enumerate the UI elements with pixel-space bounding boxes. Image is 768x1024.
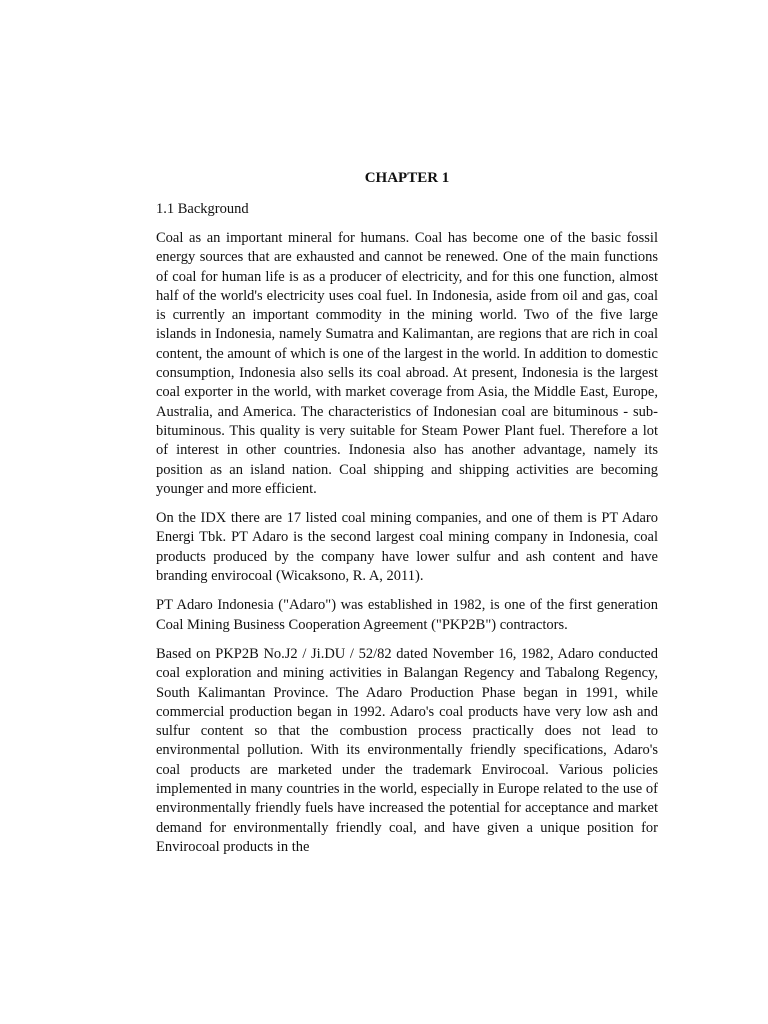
- paragraph-4: Based on PKP2B No.J2 / Ji.DU / 52/82 dated November 16, 1982, Adaro conducted coal exploration and mining activities in Balangan Regency and Tabalong Regency, South Kalimantan Province. The Adaro Production Phase began in 1991, while commercial production began in 1992. Adaro's coal products have very low ash and sulfur content so that the combustion process practically does not lead to environmental pollution. With its environmentally friendly specifications, Adaro's coal products are marketed under the trademark Envirocoal. Various policies implemented in many countries in the world, especially in Europe related to the use of environmentally friendly fuels have increased the potential for acceptance and market demand for environmentally friendly coal, and have given a unique position for Envirocoal products in the: [156, 645, 658, 855]
- page-content: [156, 168, 658, 867]
- section-heading: 1.1 Background: [156, 201, 249, 217]
- paragraph-3: PT Adaro Indonesia ("Adaro") was established in 1982, is one of the first generation Coal Mining Business Cooperation Agreement ("PKP2B") contractors.: [156, 597, 658, 633]
- chapter-title: CHAPTER 1: [364, 170, 450, 186]
- paragraph-1: Coal as an important mineral for humans. Coal has become one of the basic fossil energy sources that are exhausted and cannot be renewed. One of the main functions of coal for human life is as a producer of electricity, and for this one function, almost half of the world's electricity uses coal fuel. In Indonesia, aside from oil and gas, coal is currently an important commodity in the mining world. Two of the five large islands in Indonesia, namely Sumatra and Kalimantan, are regions that are rich in coal content, the amount of which is one of the largest in the world. In addition to domestic consumption, Indonesia also sells its coal abroad. At present, Indonesia is the largest coal exporter in the world, with market coverage from Asia, the Middle East, Europe, Australia, and America. The characteristics of Indonesian coal are bituminous - sub-bituminous. This quality is very suitable for Steam Power Plant fuel. Therefore a lot of interest in other countries. Indonesia also has another advantage, namely its position as an island nation. Coal shipping and shipping activities are becoming younger and more efficient.: [156, 230, 658, 497]
- paragraph-2: On the IDX there are 17 listed coal mining companies, and one of them is PT Adaro Energi Tbk. PT Adaro is the second largest coal mining company in Indonesia, coal products produced by the company have lower sulfur and ash content and have branding envirocoal (Wicaksono, R. A, 2011).: [156, 510, 658, 585]
